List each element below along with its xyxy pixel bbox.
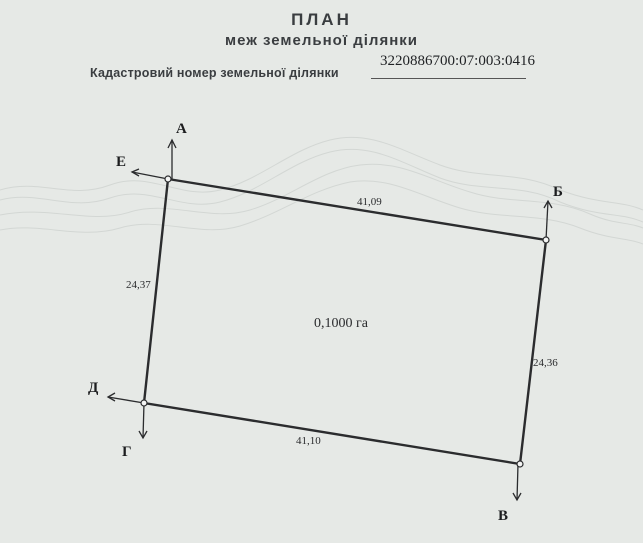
vertex-point-v (517, 461, 523, 467)
side-length-left: 24,37 (126, 279, 151, 291)
side-length-top: 41,09 (357, 196, 382, 208)
vertex-label-v: В (498, 508, 509, 524)
cadastral-number: 3220886700:07:003:0416 (380, 53, 536, 69)
page-subtitle: меж земельної ділянки (224, 32, 418, 49)
vertex-point-a (165, 176, 171, 182)
vertex-label-d: Д (88, 380, 99, 396)
vertex-label-e: Е (116, 154, 127, 170)
vertex-label-g: Г (122, 444, 132, 460)
cadastral-label: Кадастровий номер земельної ділянки (90, 66, 339, 80)
parcel-area: 0,1000 га (314, 316, 368, 331)
side-length-bottom: 41,10 (296, 435, 321, 447)
vertex-point-g (141, 400, 147, 406)
vertex-label-a: А (176, 121, 187, 137)
page-title: ПЛАН (291, 10, 352, 29)
vertex-point-b (543, 237, 549, 243)
arrow-g (143, 403, 144, 438)
arrow-v (517, 464, 518, 500)
arrow-b (546, 201, 548, 240)
side-length-right: 24,36 (533, 357, 558, 369)
vertex-label-b: Б (553, 184, 563, 200)
